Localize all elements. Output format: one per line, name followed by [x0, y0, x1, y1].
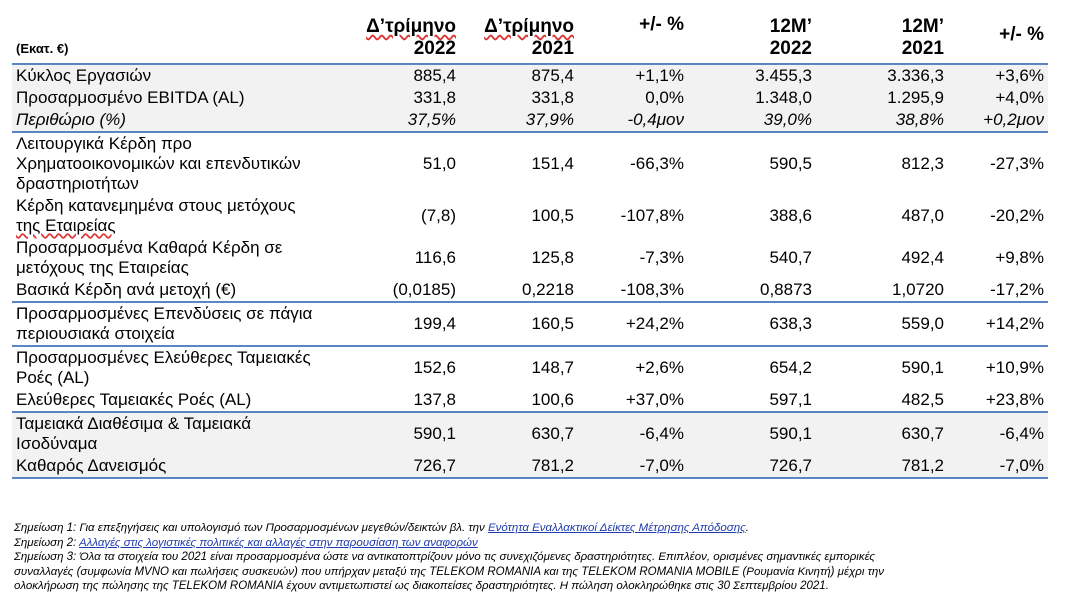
row-label: Προσαρμοσμένο EBITDA (AL): [12, 87, 360, 109]
table-row: [12, 109, 1048, 132]
cell-value: 812,3: [901, 154, 944, 173]
cell-value: +4,0%: [948, 87, 1048, 109]
cell-value: 540,7: [769, 248, 812, 267]
row-label: Ελεύθερες Ταμειακές Ροές (AL): [16, 390, 252, 409]
footnote-2: Σημείωση 2: Αλλαγές στις λογιστικές πολιτικές και αλλαγές στην παρουσίαση των αναφορών: [14, 536, 478, 549]
cell-value: 1.295,9: [816, 87, 948, 109]
cell-value: -20,2%: [990, 206, 1044, 225]
cell-value: (7,8): [421, 206, 456, 225]
cell-value: 630,7: [816, 412, 948, 455]
cell-value: 152,6: [360, 346, 460, 389]
cell-value: +2,6%: [578, 346, 688, 389]
cell-value: 39,0%: [688, 109, 816, 132]
cell-value: +3,6%: [948, 64, 1048, 87]
table-row: [12, 412, 1048, 455]
cell-value: -7,0%: [578, 455, 688, 478]
cell-value: 0,0%: [578, 87, 688, 109]
cell-value: 559,0: [816, 302, 948, 346]
footnote-1: Σημείωση 1: Για επεξηγήσεις και υπολογισμό των Προσαρμοσμένων μεγεθών/δεικτών βλ. την Ενότητα Εναλλακτικοί Δείκτες Μέτρησης Απόδοσης.: [14, 522, 749, 534]
cell-value: 137,8: [413, 390, 456, 409]
cell-value: -6,4%: [948, 412, 1048, 455]
cell-value: 3.455,3: [688, 64, 816, 87]
cell-value: 199,4: [360, 302, 460, 346]
cell-value: 482,5: [901, 390, 944, 409]
cell-value: +24,2%: [578, 302, 688, 346]
cell-value: 38,8%: [816, 109, 948, 132]
cell-value: 726,7: [360, 455, 460, 478]
cell-value: 875,4: [460, 64, 578, 87]
financial-table: [12, 10, 1048, 479]
cell-value: -27,3%: [990, 154, 1044, 173]
unit-label: (Εκατ. €): [16, 41, 69, 56]
cell-value: (0,0185): [392, 280, 456, 299]
cell-value: 51,0: [422, 154, 456, 173]
footnote-1-link[interactable]: Ενότητα Εναλλακτικοί Δείκτες Μέτρησης Απόδοσης: [487, 522, 746, 534]
row-label: Προσαρμοσμένα Καθαρά Κέρδη σε μετόχους της Εταιρείας: [16, 238, 283, 277]
cell-value: 781,2: [460, 455, 578, 478]
table-row: [12, 195, 1048, 237]
cell-value: 331,8: [360, 87, 460, 109]
cell-value: -7,3%: [639, 248, 684, 267]
table-row: [12, 346, 1048, 389]
cell-value: 0,8873: [760, 280, 812, 299]
cell-value: 388,6: [769, 206, 812, 225]
cell-value: 148,7: [460, 346, 578, 389]
row-label: Κύκλος Εργασιών: [12, 64, 360, 87]
cell-value: 781,2: [816, 455, 948, 478]
cell-value: +14,2%: [948, 302, 1048, 346]
cell-value: 885,4: [360, 64, 460, 87]
cell-value: +37,0%: [625, 390, 684, 409]
cell-value: 116,6: [414, 248, 456, 267]
table-row: [12, 132, 1048, 195]
col-12m-2022: 12Μ’ 2022: [769, 16, 812, 59]
table-header: [12, 10, 1048, 64]
row-label: Βασικά Κέρδη ανά μετοχή (€): [16, 280, 237, 299]
row-label: Περιθώριο (%): [12, 109, 360, 132]
table-row: [12, 279, 1048, 302]
cell-value: 100,5: [531, 206, 574, 225]
cell-value: 1.348,0: [688, 87, 816, 109]
col-12m-2021: 12Μ’ 2021: [901, 16, 944, 59]
cell-value: 3.336,3: [816, 64, 948, 87]
cell-value: 630,7: [460, 412, 578, 455]
cell-value: 125,8: [531, 248, 574, 267]
table-row: [12, 389, 1048, 412]
cell-value: 726,7: [688, 455, 816, 478]
table-row: [12, 302, 1048, 346]
cell-value: -108,3%: [620, 280, 684, 299]
cell-value: +10,9%: [948, 346, 1048, 389]
cell-value: -7,0%: [948, 455, 1048, 478]
cell-value: -0,4μον: [578, 109, 688, 132]
col-q4-2021: Δ’τρίμηνο 2021: [484, 16, 574, 59]
row-label: Προσαρμοσμένες Ελεύθερες Ταμειακές Ροές (AL): [12, 346, 360, 389]
cell-value: 37,9%: [460, 109, 578, 132]
cell-value: 590,5: [769, 154, 812, 173]
cell-value: 597,1: [769, 390, 812, 409]
row-label: Ταμειακά Διαθέσιμα & Ταμειακά Ισοδύναμα: [12, 412, 360, 455]
cell-value: 37,5%: [360, 109, 460, 132]
cell-value: 654,2: [688, 346, 816, 389]
cell-value: +9,8%: [995, 248, 1044, 267]
col-q-change: +/- %: [639, 14, 684, 35]
cell-value: 100,6: [531, 390, 574, 409]
cell-value: -66,3%: [630, 154, 684, 173]
cell-value: -6,4%: [578, 412, 688, 455]
footnote-3: Σημείωση 3: Όλα τα στοιχεία του 2021 είναι προσαρμοσμένα ώστε να αντικατοπτρίζουν μόνο τις συνεχιζόμενες δραστηριότητες. Επιπλέον, ορισμένες σημαντικές εμπορικές συναλλαγές (συμφωνία MVNO και πωλήσεις συσκευών) που υπήρχαν μεταξύ της TELEKOM ROMANIA και της TELEKOM ROMANIA MOBILE (Ρουμανία Κινητή) μέχρι την ολοκλήρωση της πώλησης της TELEKOM ROMANIA έχουν αντιμετωπιστεί ως διακοπείσες δραστηριότητες. Η πώληση ολοκληρώθηκε στις 30 Σεπτεμβρίου 2021.: [14, 551, 885, 592]
cell-value: +0,2μον: [948, 109, 1048, 132]
cell-value: -17,2%: [990, 280, 1044, 299]
cell-value: 590,1: [816, 346, 948, 389]
table-row: [12, 455, 1048, 478]
cell-value: +1,1%: [578, 64, 688, 87]
cell-value: 638,3: [688, 302, 816, 346]
row-label: Προσαρμοσμένες Επενδύσεις σε πάγια περιουσιακά στοιχεία: [12, 302, 360, 346]
row-label: Καθαρός Δανεισμός: [12, 455, 360, 478]
cell-value: 487,0: [901, 206, 944, 225]
cell-value: 331,8: [460, 87, 578, 109]
cell-value: 590,1: [360, 412, 460, 455]
table-row: [12, 87, 1048, 109]
cell-value: +23,8%: [985, 390, 1044, 409]
financial-summary: [12, 10, 1048, 479]
cell-value: 492,4: [901, 248, 944, 267]
cell-value: 151,4: [531, 154, 574, 173]
footnote-2-link[interactable]: Αλλαγές στις λογιστικές πολιτικές και αλλαγές στην παρουσίαση των αναφορών: [79, 536, 478, 549]
cell-value: 1,0720: [892, 280, 944, 299]
cell-value: -107,8%: [620, 206, 684, 225]
table-row: [12, 64, 1048, 87]
table-row: [12, 237, 1048, 279]
row-label: Λειτουργικά Κέρδη προ Χρηματοοικονομικών και επενδυτικών δραστηριοτήτων: [16, 134, 301, 193]
footnotes: [14, 521, 1054, 594]
row-label: Κέρδη κατανεμημένα στους μετόχους της Εταιρείας: [16, 196, 296, 235]
cell-value: 160,5: [460, 302, 578, 346]
cell-value: 0,2218: [522, 280, 574, 299]
col-12m-change: +/- %: [999, 24, 1044, 45]
col-q4-2022: Δ’τρίμηνο 2022: [366, 16, 456, 59]
cell-value: 590,1: [688, 412, 816, 455]
